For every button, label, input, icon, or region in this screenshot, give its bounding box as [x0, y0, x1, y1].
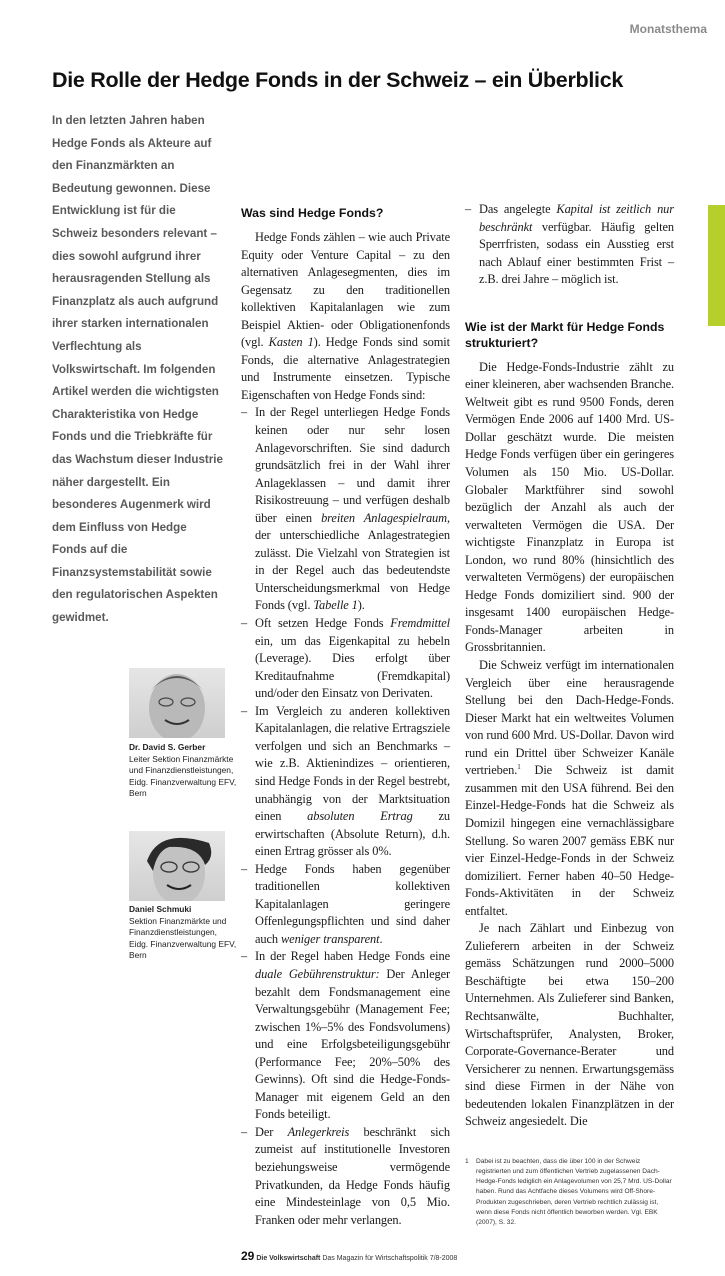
author-photo	[129, 831, 225, 901]
magazine-name: Die Volkswirtschaft	[256, 1255, 321, 1263]
page-number: 29	[241, 1249, 255, 1264]
text-run: Je nach Zählart und Einbezug von Zulieferern arbeiten in der Schweiz gemäss Schätzungen rund 2000–5000 Beschäftigte bei etwa 150–200 Unternehmen. Als Zulieferer sind Banken, Rechtsanwälte, Buchhalter, Wirtschaftsprüfer, Analysten, Broker, Corporate-Governance-Berater und Versicherer zu nennen. Erwartungsgemäss sind diese Firmen in der Nähe von bedeutenden lokalen Finanzplätzen in der Schweiz angesiedelt. Die	[465, 921, 674, 1129]
footnote-number: 1	[465, 1157, 469, 1165]
column-right	[465, 201, 674, 1228]
text-run: beschränkt sich zumeist auf institutionelle Investoren beziehungsweise vermögende Privatkunden, da Hedge Fonds häufig eine Mindesteinlage von 0,5 Mio. Franken oder mehr verlangen.	[255, 1124, 450, 1227]
list-item	[465, 201, 674, 289]
text-run: Das angelegte	[479, 202, 557, 216]
accent-tab	[708, 205, 725, 326]
text-run: .	[379, 931, 383, 946]
text-run: verfügbar. Häufig gelten Sperrfristen, sodass ein Ausstieg erst nach Ablauf einer bestimmten Frist – z.B. drei Jahre – möglich ist.	[479, 219, 674, 287]
text-run: zu erwirtschaften (Absolute Return), d.h. einen Ertrag grösser als 0%.	[255, 809, 450, 859]
text-run: In der Regel haben Hedge Fonds eine	[255, 949, 450, 964]
properties-list	[241, 404, 450, 1229]
column-middle	[241, 205, 458, 1276]
author-name: Dr. David S. Gerber	[129, 742, 206, 752]
text-run: Hedge Fonds zählen – wie auch Private Equity oder Venture Capital – zu den alternativen Anlagesegmenten, dies im Gegensatz zu den traditionellen kollektiven Kapitalanlagen wie zum Beispiel Aktien- oder Obligationenfonds (vgl.	[241, 230, 450, 350]
section-kicker: Monatsthema	[629, 22, 707, 36]
list-item	[241, 404, 450, 615]
emphasis-text: breiten Anlagespielraum	[321, 510, 447, 525]
text-run: Der Anleger bezahlt dem Fondsmanagement eine Verwaltungsgebühr (Management Fee; zwischen 1%–5% des Fondsvolumens) und eine Erfolgsbeteiligungsgebühr (Performance Fee; 20%–50% des Gewinns). Oft sind die Hedge-Fonds-Manager mit eigenem Geld an den Fonds beteiligt.	[255, 966, 450, 1122]
emphasis-text: weniger transparent	[281, 931, 380, 946]
emphasis-text: Kasten 1	[268, 335, 314, 350]
list-item	[241, 703, 450, 861]
emphasis-text: Fremdmittel	[390, 616, 450, 631]
author-caption	[129, 904, 237, 962]
author-photo	[129, 668, 225, 738]
footnote-reference: 1	[517, 763, 521, 772]
paragraph	[241, 229, 450, 404]
article-title: Die Rolle der Hedge Fonds in der Schweiz – ein Überblick	[52, 68, 624, 92]
list-item	[241, 948, 450, 1123]
text-run: Die Hedge-Fonds-Industrie zählt zu einer kleineren, aber wachsenden Branche. Weltweit gibt es rund 9500 Fonds, deren Vermögen Ende 2006 auf 1400 Mrd. US-Dollar geschätzt wurde. Die meisten Hedge Fonds verfügen über ein geringeres Volumen als 150 Mio. US-Dollar. Globaler Marktführer sind sowohl bezüglich der Anzahl als auch der verwalteten Vermögen die USA. Der wichtigste Finanzplatz in Europa ist London, wo rund 80% (hinsichtlich des verwalteten Vermögens) der europäischen Hedge Fonds domiziliert sind. 900 der insgesamt 1400 europäischen Hedge-Fonds-Manager arbeiten in Grossbritannien.	[465, 359, 674, 655]
section-heading: Wie ist der Markt für Hedge Fonds strukturiert?	[465, 319, 665, 350]
emphasis-text: Tabelle 1	[313, 598, 358, 613]
article-lead: In den letzten Jahren haben Hedge Fonds als Akteure auf den Finanzmärkten an Bedeutung gewonnen. Diese Entwicklung ist für die Schweiz besonders relevant – dies sowohl aufgrund ihrer herausragenden Stellung als Finanzplatz als auch aufgrund ihrer starken internationalen Verflechtung als Volkswirtschaft. Im folgenden Artikel werden die wichtigsten Charakteristika von Hedge Fonds und die Triebkräfte für das Wachstum dieser Industrie näher dargestellt. Ein besonderes Augenmerk wird dem Einfluss von Hedge Fonds auf die Finanzsystemstabilität sowie den regulatorischen Aspekten gewidmet.	[52, 114, 223, 625]
paragraph	[465, 920, 674, 1131]
text-run: Oft setzen Hedge Fonds	[255, 616, 391, 631]
list-item	[241, 861, 450, 949]
magazine-subtitle: Das Magazin für Wirtschaftspolitik 7/8-2008	[322, 1255, 458, 1263]
emphasis-text: absoluten Ertrag	[307, 809, 413, 824]
emphasis-text: Anlegerkreis	[287, 1124, 350, 1139]
paragraph	[465, 359, 674, 657]
footnote-text: Dabei ist zu beachten, dass die über 100 in der Schweiz registrierten und zum öffentlichen Vertrieb zugelassenen Dach-Hedge-Fonds lediglich ein Anlagevolumen von 25,7 Mrd. US-Dollar haben. Rund das Achtfache dieses Volumens wird Off-Shore-Produkten zugeschrieben, deren Vertrieb rechtlich zulässig ist, wenn diese Fonds nicht öffentlich beworben werden. Vgl. EBK (2007), S. 32.	[476, 1157, 672, 1227]
text-run: ).	[357, 598, 365, 613]
text-run: ein, um das Eigenkapital zu hebeln (Leverage). Dies erfolgt über Kreditaufnahme (Fremdkapital) und/oder den Einsatz von Derivaten.	[255, 633, 450, 701]
text-run: , der unterschiedliche Anlagestrategien zulässt. Die Vielzahl von Strategien ist in der Regel auch das bedeutendste Unterscheidungsmerkmal von Hedge Fonds (vgl.	[255, 510, 450, 613]
text-run: ). Hedge Fonds sind somit Fonds, die alternative Anlagestrategien und Instrumente einsetzen. Typische Eigenschaften von Hedge Fonds sind:	[241, 335, 450, 402]
author-name: Daniel Schmuki	[129, 904, 192, 914]
section-heading: Was sind Hedge Fonds?	[241, 206, 384, 220]
page-footer	[241, 1249, 458, 1276]
properties-list-continued	[465, 201, 674, 289]
paragraph	[465, 657, 674, 920]
text-run: Hedge Fonds haben gegenüber traditionellen kollektiven Kapitalanlagen geringere Offenlegungspflichten und sind daher auch	[255, 861, 450, 946]
text-run: Der	[255, 1124, 288, 1139]
author-caption	[129, 742, 237, 800]
list-item	[241, 1124, 450, 1229]
footnote	[465, 1157, 675, 1228]
text-run: Die Schweiz verfügt im internationalen Vergleich über eine herausragende Stellung bei den Dach-Hedge-Fonds. Dieser Markt hat ein weltweites Volumen von rund 600 Mrd. US-Dollar. Davon wird rund ein Drittel über Schweizer Kanäle vertrieben.	[465, 658, 674, 778]
emphasis-text: duale Gebührenstruktur:	[255, 966, 380, 981]
author-role: Leiter Sektion Finanzmärkte und Finanzdienstleistungen, Eidg. Finanzverwaltung EFV, Bern	[129, 753, 237, 799]
author-role: Sektion Finanzmärkte und Finanzdienstleistungen, Eidg. Finanzverwaltung EFV, Bern	[129, 915, 237, 961]
text-run: Im Vergleich zu anderen kollektiven Kapitalanlagen, die relative Ertragsziele verfolgen und sich an Benchmarks – wie z.B. Aktienindizes – orientieren, sind Hedge Fonds in der Regel bestrebt, unabhängig von der Marktsituation einen	[255, 703, 450, 824]
list-item	[241, 615, 450, 703]
text-run: In der Regel unterliegen Hedge Fonds keinen oder nur sehr losen Anlagevorschriften. Sie sind dadurch grundsätzlich frei in der Wahl ihrer Anlageklassen – und damit ihrer Risikostreuung – und verfügen deshalb über einen	[255, 405, 450, 525]
text-run: Die Schweiz ist damit zusammen mit den USA führend. Bei den Einzel-Hedge-Fonds hat die Schweiz als Domizil hingegen eine vernachlässigbare Stellung. So waren 2007 gemäss EBK nur vier Einzel-Hedge-Fonds in der Schweiz domiziliert. Ferner haben 40–50 Hedge-Fonds-Aktivitäten in der Schweiz entfaltet.	[465, 763, 674, 918]
emphasis-text: Kapital ist zeitlich nur beschränkt	[479, 202, 674, 234]
